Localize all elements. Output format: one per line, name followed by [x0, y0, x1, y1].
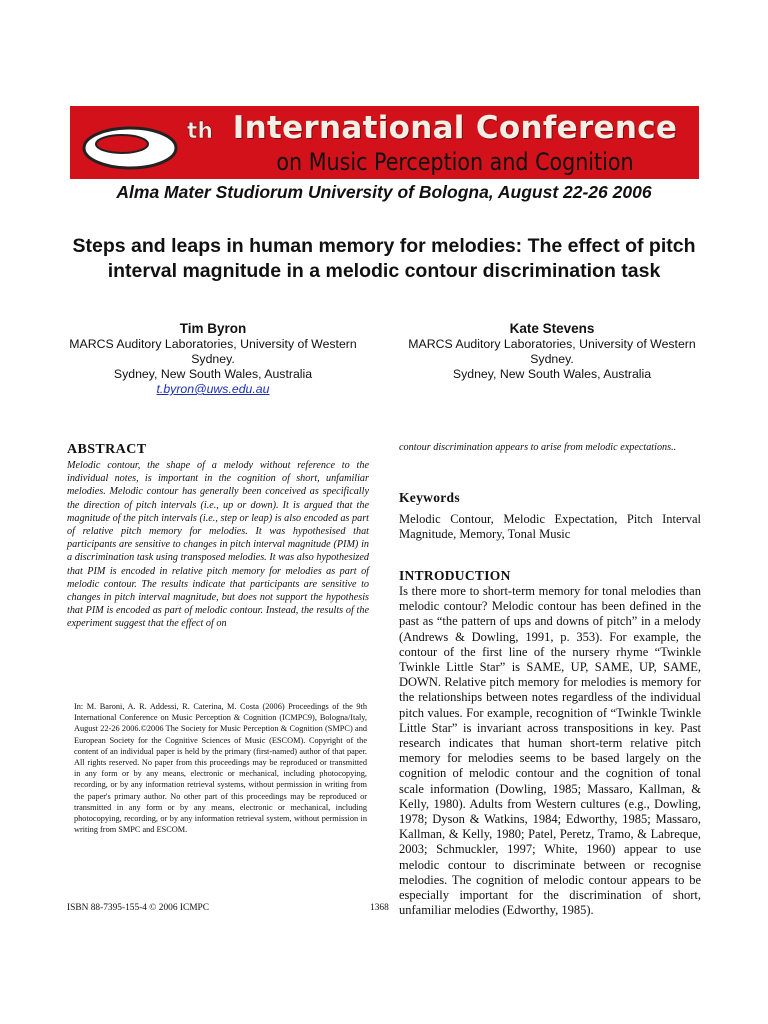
author-email-link[interactable]: t.byron@uws.edu.au	[156, 382, 270, 396]
author-location: Sydney, New South Wales, Australia	[113, 367, 313, 381]
author-affiliation: MARCS Auditory Laboratories, University of Western Sydney.	[69, 337, 357, 366]
abstract-body: Melodic contour, the shape of a melody without reference to the individual notes, is important in the cognition of short, unfamiliar melodies. Melodic contour has generally been conceived as specifically the direction of pitch intervals (i.e., up or down). It is argued that the magnitude of the pitch intervals (i.e., step or leap) is also encoded as part of relative pitch memory for melodies. It was hypothesised that participants are sensitive to changes in pitch interval magnitude (PIM) in a discrimination task using transposed melodies. It was also hypothesized that PIM is encoded in relative pitch memory for melodies as part of melodic contour. The results indicate that participants are sensitive to changes in pitch interval magnitude, but does not support the hypothesis that PIM is encoded as part of melodic contour. Instead, the results of the experiment suggest that the effect of on	[67, 460, 369, 630]
author-affiliation: MARCS Auditory Laboratories, University of Western Sydney.	[408, 337, 696, 366]
author-location: Sydney, New South Wales, Australia	[452, 367, 652, 381]
conference-banner	[70, 106, 699, 179]
isbn-footer: ISBN 88-7395-155-4 © 2006 ICMPC	[67, 903, 210, 913]
banner-subtitle: on Music Perception and Cognition	[276, 148, 634, 176]
author-block	[402, 320, 702, 382]
author-block	[63, 320, 363, 397]
abstract-heading: ABSTRACT	[67, 442, 147, 457]
ninth-logo	[80, 108, 228, 178]
banner-superscript: th	[186, 119, 214, 144]
author-name: Tim Byron	[179, 321, 247, 336]
introduction-heading: INTRODUCTION	[399, 568, 511, 583]
copyright-notice: In: M. Baroni, A. R. Addessi, R. Caterina, M. Costa (2006) Proceedings of the 9th International Conference on Music Perception & Cognition (ICMPC9), Bologna/Italy, August 22-26 2006.©2006 The Society for Music Perception & Cognition (SMPC) and European Society for the Cognitive Sciences of Music (ESCOM). Copyright of the content of an individual paper is held by the primary (first-named) author of that paper. All rights reserved. No paper from this proceedings may be reproduced or transmitted in any form or by any means, electronic or mechanical, including photocopying, recording, or by any information retrieval systems, without permission in writing from the paper's primary author. No other part of this proceedings may be reproduced or transmitted in any form or by any means, electronic or mechanical, including photocopying, recording, or by any information retrieval system, without permission in writing from SMPC and ESCOM.	[74, 702, 367, 835]
keywords-body: Melodic Contour, Melodic Expectation, Pitch Interval Magnitude, Memory, Tonal Music	[399, 512, 701, 541]
page-number: 1368	[370, 903, 389, 913]
paper-title: Steps and leaps in human memory for melodies: The effect of pitch interval magnitude in a melodic contour discrimination task	[72, 235, 696, 282]
banner-title: International Conference	[232, 110, 678, 146]
introduction-body: Is there more to short-term memory for tonal melodies than melodic contour? Melodic contour has been defined in the past as “the pattern of ups and downs of pitch” in a melody (Andrews & Dowling, 1991, p. 353). For example, the contour of the first line of the nursery rhyme “Twinkle Twinkle Little Star” is SAME, UP, SAME, UP, SAME, DOWN. Relative pitch memory for melodies is memory for the relationships between notes regardless of the individual pitch values. For example, recognition of “Twinkle Twinkle Little Star” is invariant across transpositions in key. Past research indicates that human short-term relative pitch memory for melodies seems to be based largely on the cognition of melodic contour and the cognition of tonal scale information (Dowling, 1985; Massaro, Kallman, & Kelly, 1980). Adults from Western cultures (e.g., Dowling, 1978; Dyson & Watkins, 1984; Edworthy, 1985; Massaro, Kallman, & Kelly, 1980; Patel, Peretz, Tramo, & Labreque, 2003; Schmuckler, 1997; White, 1960) appear to use melodic contour to discriminate between or recognise melodies. The cognition of melodic contour appears to be especially important for the discrimination of short, unfamiliar melodies (Edworthy, 1985).	[399, 584, 701, 918]
abstract-continuation: contour discrimination appears to arise from melodic expectations..	[399, 442, 677, 453]
keywords-heading: Keywords	[399, 490, 460, 505]
conference-subtitle: Alma Mater Studiorum University of Bologna, August 22-26 2006	[116, 182, 652, 202]
author-name: Kate Stevens	[509, 321, 595, 336]
